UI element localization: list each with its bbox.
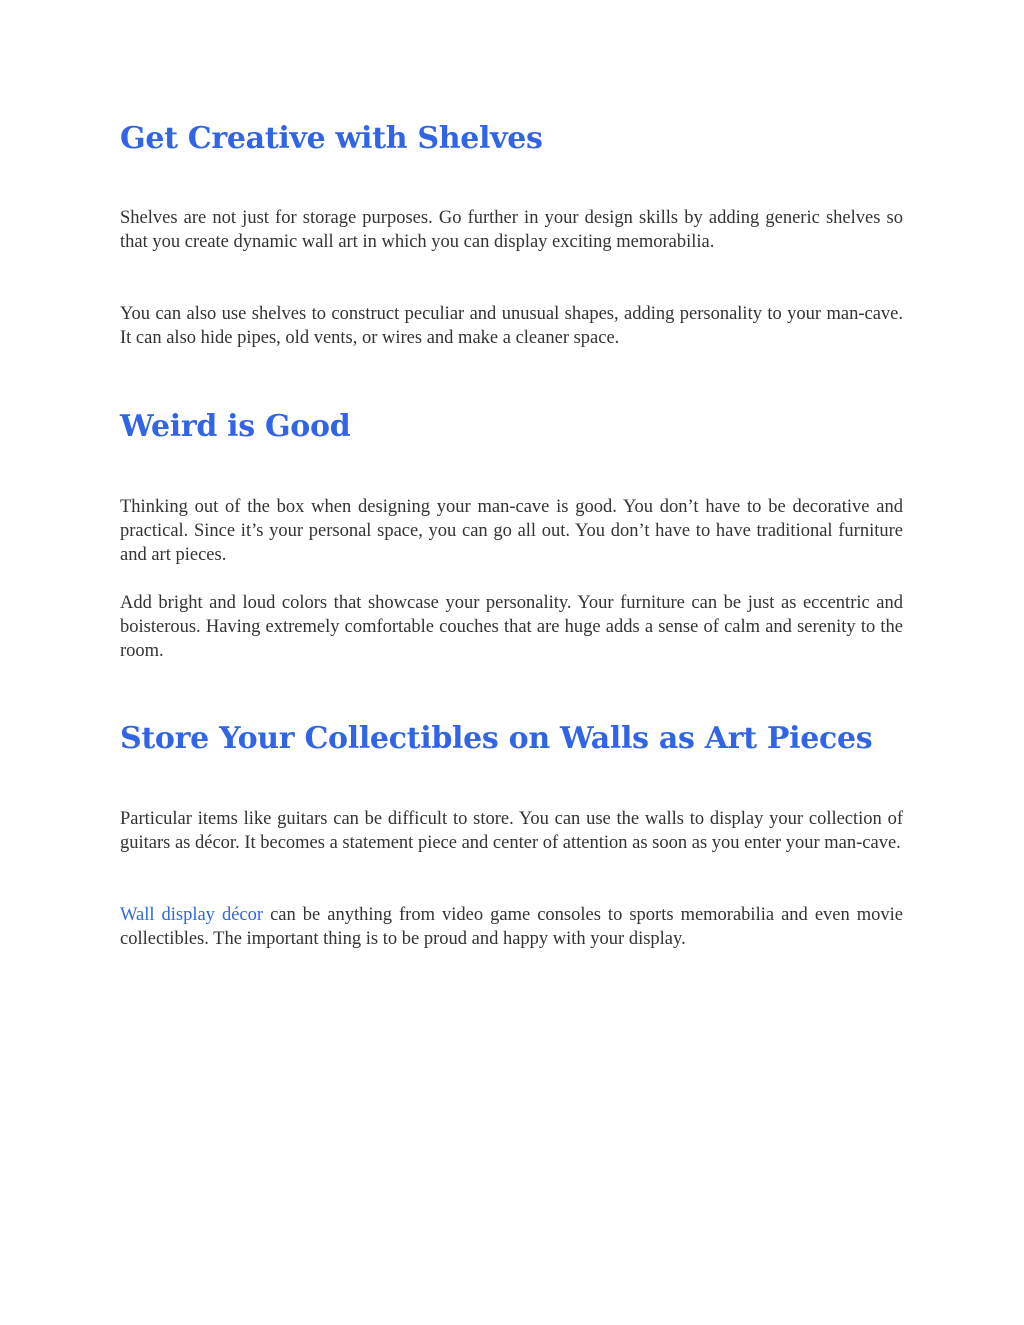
heading-weird-is-good: Weird is Good	[120, 409, 351, 444]
paragraph-wall-display-decor	[120, 903, 903, 951]
paragraph-shelves-shapes: You can also use shelves to construct peculiar and unusual shapes, adding personality to your man-cave. It can also hide pipes, old vents, or wires and make a cleaner space.	[120, 304, 903, 348]
paragraph-bright-colors: Add bright and loud colors that showcase your personality. Your furniture can be just as eccentric and boisterous. Having extremely comfortable couches that are huge adds a sense of calm and serenity to the room.	[120, 593, 903, 661]
paragraph-thinking-out-of-box: Thinking out of the box when designing your man-cave is good. You don’t have to be decorative and practical. Since it’s your personal space, you can go all out. You don’t have to have traditional furniture and art pieces.	[120, 497, 903, 565]
paragraph-shelves-storage: Shelves are not just for storage purposes. Go further in your design skills by adding generic shelves so that you create dynamic wall art in which you can display exciting memorabilia.	[120, 208, 903, 252]
paragraph-guitars: Particular items like guitars can be difficult to store. You can use the walls to display your collection of guitars as décor. It becomes a statement piece and center of attention as soon as you enter your man-cave.	[120, 809, 903, 853]
wall-display-decor-text: can be anything from video game consoles to sports memorabilia and even movie collectibles. The important thing is to be proud and happy with your display.	[120, 905, 903, 949]
heading-get-creative-with-shelves: Get Creative with Shelves	[120, 121, 543, 156]
heading-store-collectibles: Store Your Collectibles on Walls as Art Pieces	[120, 721, 873, 756]
wall-display-decor-link[interactable]: Wall display décor	[120, 905, 264, 925]
